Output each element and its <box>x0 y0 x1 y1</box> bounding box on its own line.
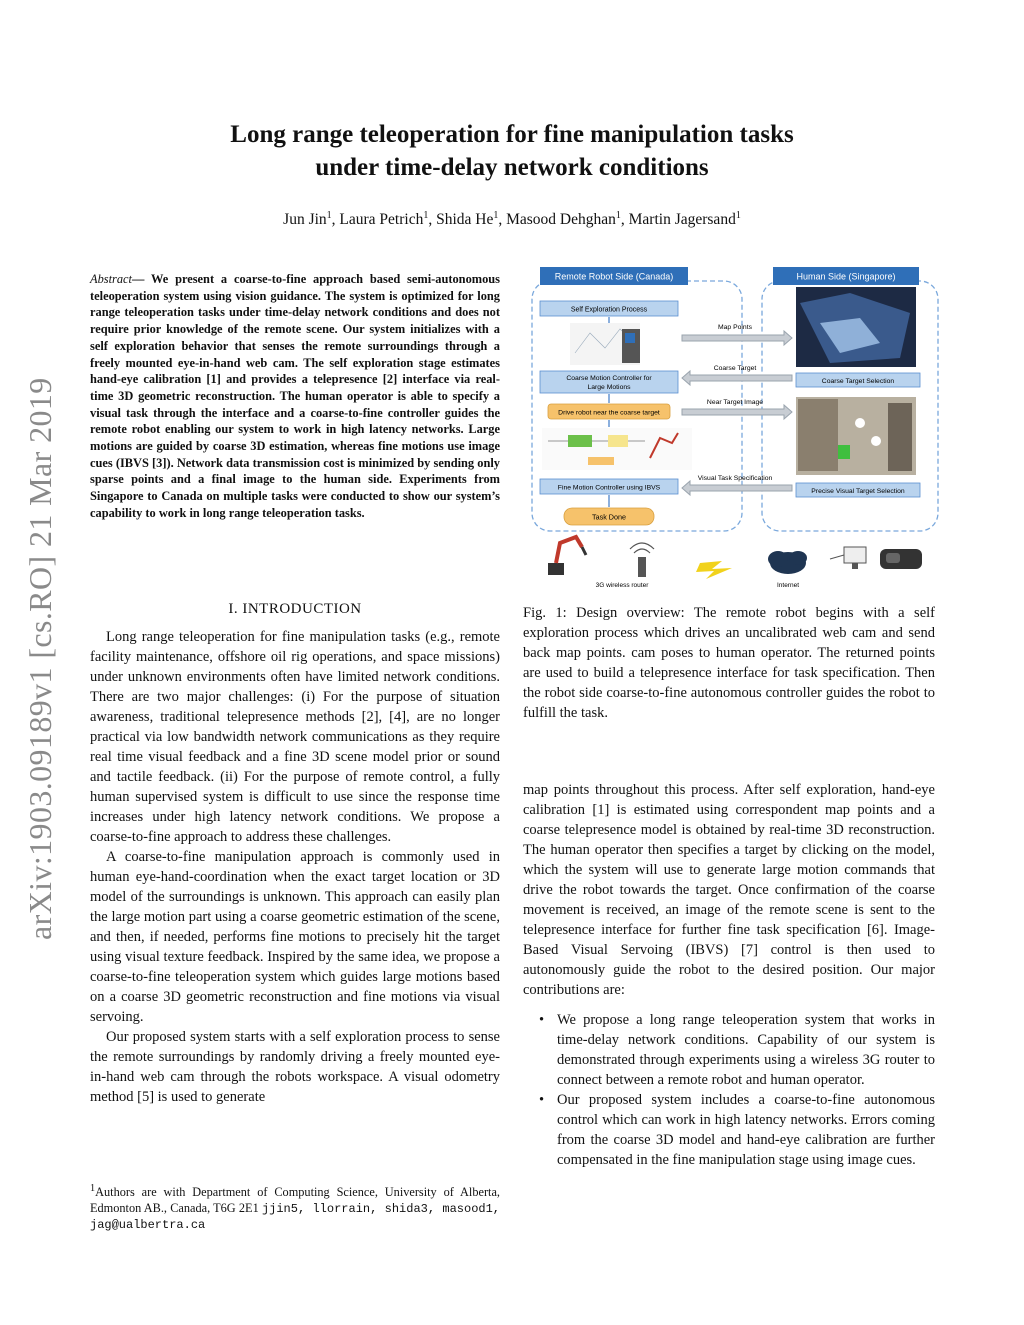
router-label: 3G wireless router <box>595 582 649 589</box>
paragraph: Long range teleoperation for fine manipulation tasks (e.g., remote facility maintenance, offshore oil rig operations, and space missions) under unknown environments often have limited network conditions. There are two major challenges: (i) For the purpose of situation awareness, traditional telepresence methods [2], [4], are no longer practical via low bandwidth network communications as they require real time visual feedback and a fine 3D scene model prior or sound and tactile feedback. (ii) For the purpose of remote control, a fully human supervised system is difficult to use since the response time increases under high latency network conditions. We propose a coarse-to-fine approach to address these challenges. <box>90 629 500 845</box>
self-exploration-text: Self Exploration Process <box>570 306 648 314</box>
task-done-text: Task Done <box>592 512 626 522</box>
author: Jun Jin$^1$ <box>283 210 332 229</box>
coarse-model-image <box>796 287 916 367</box>
introduction-body <box>90 627 500 1107</box>
point-cloud-image <box>570 323 640 365</box>
arrow-label-coarse-target: Coarse Target <box>713 365 757 372</box>
fine-controller-text: Fine Motion Controller using IBVS <box>557 484 661 492</box>
list-item: • We propose a long range teleoperation system that works in time-delay network conditions. Capability of our system is demonstrated through experiments using a wireless 3G router to connect between a remote robot and human operator. <box>557 1010 935 1090</box>
author-list: Jun Jin$^1$, Laura Petrich$^1$, Shida He$^1$, Masood Dehghan$^1$, Martin Jagersand$^1$ <box>283 210 741 229</box>
coarse-selection-text: Coarse Target Selection <box>821 378 895 385</box>
author: Shida He$^1$ <box>436 210 499 229</box>
drive-robot-text: Drive robot near the coarse target <box>558 409 660 417</box>
abstract <box>90 271 500 522</box>
robot-arm-icon <box>548 537 586 575</box>
right-column-body <box>523 780 935 1170</box>
control-block-diagram <box>542 428 692 470</box>
vr-headset-icon <box>880 549 922 569</box>
author: Martin Jagersand$^1$ <box>628 210 741 229</box>
coarse-controller-text-2: Large Motions <box>587 384 631 391</box>
abstract-dash: — <box>132 272 152 286</box>
paper-title <box>0 118 1024 184</box>
lightning-icon <box>696 561 732 579</box>
arrow-label-near-target: Near Target Image <box>706 399 764 406</box>
contribution-list <box>523 1010 935 1170</box>
internet-label: Internet <box>776 582 800 589</box>
paragraph: map points throughout this process. After self exploration, hand-eye calibration [1] is estimated using correspondent map points and a coarse telepresence model is obtained by real-time 3D reconstruction. The human operator then specifies a target by clicking on the model, which the system will use to generate large motion commands that drive the robot towards the target. Once confirmation of the coarse movement is received, an image of the remote scene is sent to the telepresence interface for further fine task specification [6]. Image-Based Visual Servoing (IBVS) [7] control is then used to autonomously guide the robot to the desired position. Our major contributions are: <box>523 782 935 998</box>
remote-side-header-text: Remote Robot Side (Canada) <box>554 271 674 282</box>
abstract-text: We present a coarse-to-fine approach based semi-autonomous teleoperation system using vision guidance. The system is optimized for long range teleoperation tasks under time-delay network conditions and does not require prior knowledge of the remote scene. Our system initializes with a self exploration behavior that senses the remote surroundings through a freely mounted eye-in-hand web cam. The self exploration stage estimates hand-eye calibration [1] and provides a telepresence [2] interface via real-time 3D geometric reconstruction. The human operator is able to specify a visual task through the interface and a coarse-to-fine controller guides the remote robot enabling our system to work in high latency networks. Large motions are guided by coarse 3D estimation, whereas fine motions use image cues (IBVS [3]). Network data transmission cost is minimized by sending only sparse points and a final image to the human side. Experiments from Singapore to Canada on multiple tasks were conducted to show our system’s capability to work in long range teleoperation tasks. <box>90 272 500 520</box>
paragraph: Our proposed system starts with a self exploration process to sense the remote surroundings by randomly driving a freely mounted eye-in-hand web cam through the robots workspace. A visual odometry method [5] is used to generate <box>90 1029 500 1105</box>
list-item: • Our proposed system includes a coarse-to-fine autonomous control which can work in high latency networks. Errors coming from the coarse 3D model and hand-eye calibration are further compensated in the fine manipulation stage using image cues. <box>557 1090 935 1170</box>
computer-icon <box>830 547 866 569</box>
paragraph: A coarse-to-fine manipulation approach is commonly used in human eye-hand-coordination when the exact target location or 3D model of the surroundings is unknown. This approach can easily plan the large motion part using a coarse geometric estimation of the scene, and then, if needed, performs fine motions to precisely hit the target using visual texture feedback. Inspired by the same idea, we propose a coarse-to-fine teleoperation system which guides large motions based on a coarse 3D geometric reconstruction and fine motions via visual servoing. <box>90 849 500 1025</box>
figure-caption: Fig. 1: Design overview: The remote robot begins with a self exploration process which drives an uncalibrated web cam and send back map points. cam poses to human operator. The returned points are used to build a telepresence interface for task specification. Then the robot side coarse-to-fine autonomous controller guides the robot to fulfill the task. <box>523 605 935 721</box>
author: Masood Dehghan$^1$ <box>506 210 621 229</box>
human-side-header-text: Human Side (Singapore) <box>796 271 896 282</box>
design-overview-figure <box>530 263 940 593</box>
footnote-text: Authors are with Department of Computing Science, University of Alberta, Edmonton AB., Canada, T6G 2E1 <box>90 1185 500 1215</box>
communication-arrows <box>682 331 792 495</box>
abstract-label: Abstract <box>90 272 132 286</box>
precise-target-image <box>796 397 916 475</box>
coarse-controller-text-1: Coarse Motion Controller for <box>566 375 652 382</box>
internet-cloud-icon <box>768 551 807 574</box>
arxiv-identifier: arXiv:1903.09189v1 [cs.RO] 21 Mar 2019 <box>22 377 58 940</box>
precise-selection-text: Precise Visual Target Selection <box>811 488 905 495</box>
arrow-label-map-points: Map Points <box>717 324 753 331</box>
footnote <box>90 1181 500 1234</box>
title-line-2: under time-delay network conditions <box>315 154 709 181</box>
author: Laura Petrich$^1$ <box>339 210 429 229</box>
arrow-label-visual-task: Visual Task Specification <box>697 475 773 482</box>
section-heading-introduction: I. INTRODUCTION <box>228 601 362 617</box>
footnote-emails: jjin5, llorrain, shida3, masood1, jag@ualbertra.ca <box>90 1201 500 1233</box>
router-icon <box>630 543 654 577</box>
footnote-mark: 1 <box>90 1183 96 1194</box>
title-line-1: Long range teleoperation for fine manipulation tasks <box>230 121 794 148</box>
